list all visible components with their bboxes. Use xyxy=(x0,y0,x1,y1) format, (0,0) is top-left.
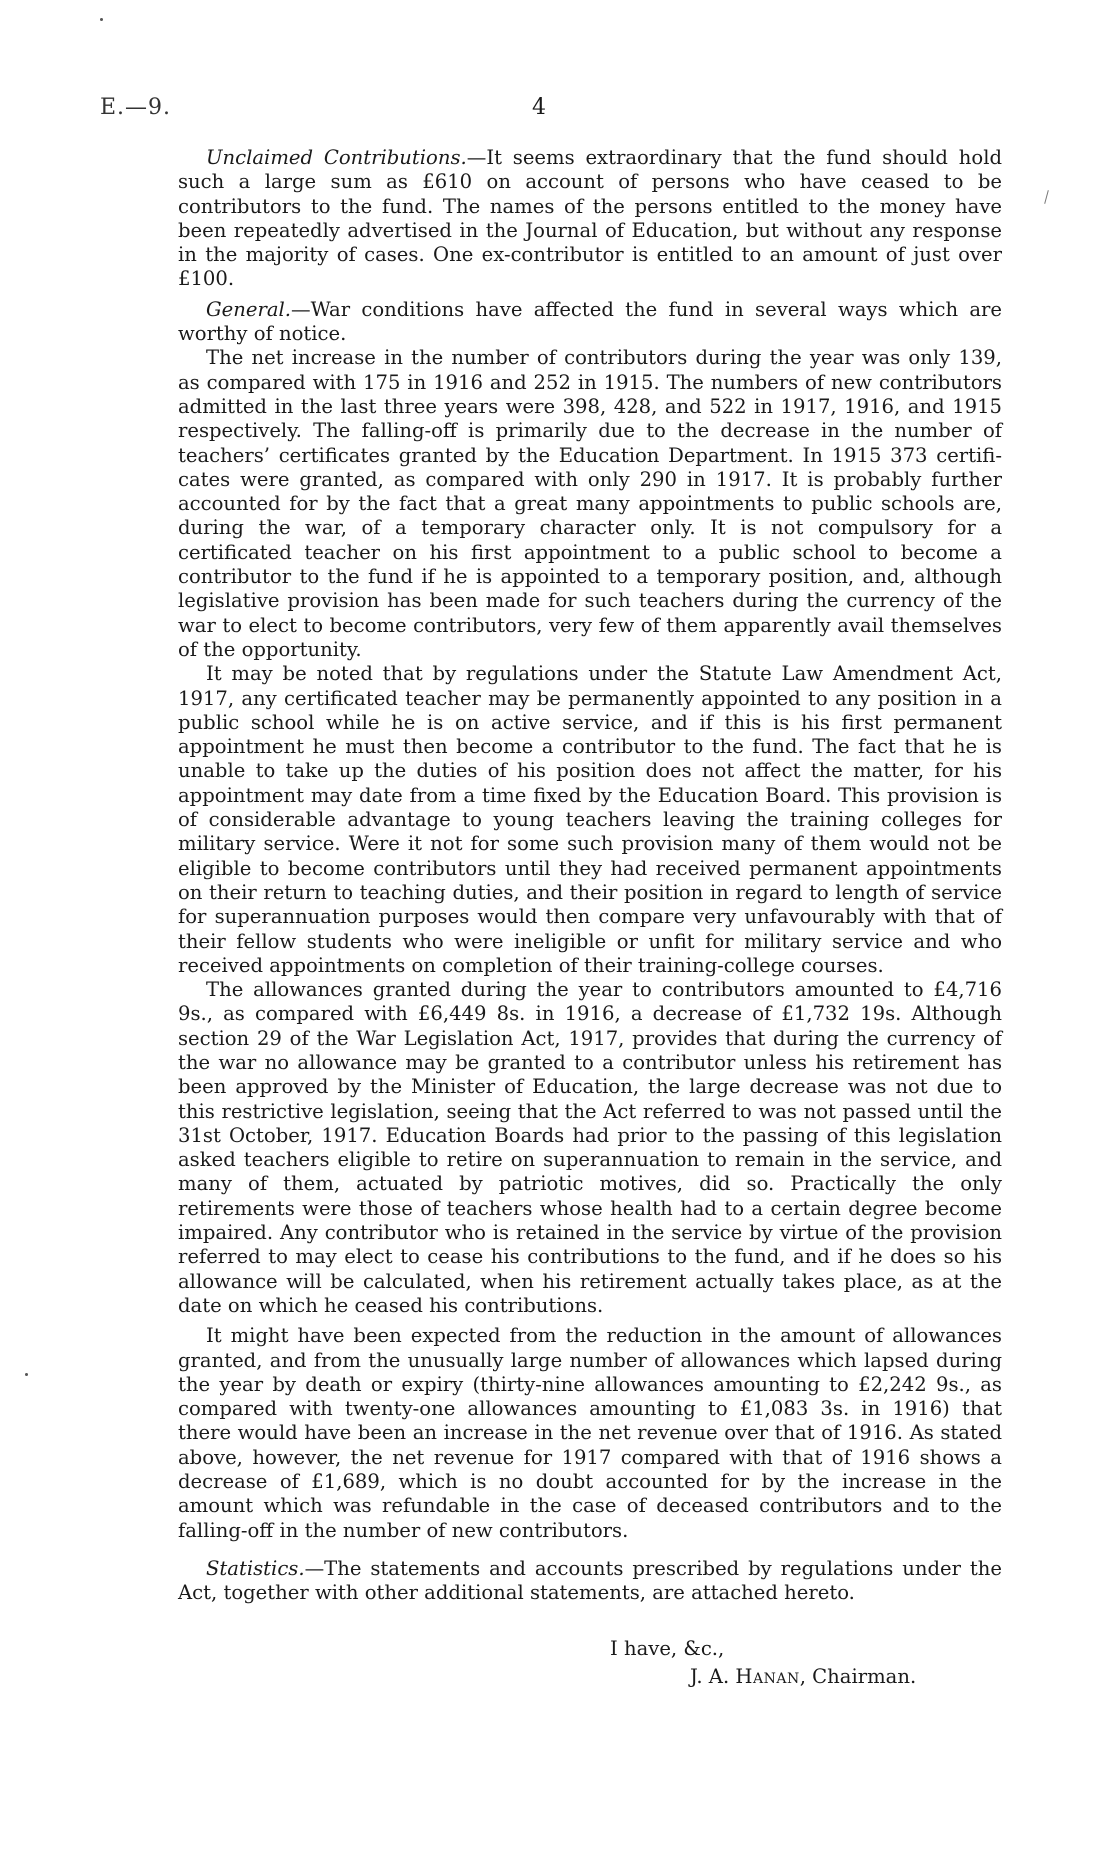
body-text xyxy=(178,146,1002,1606)
paragraph-text: —The statements and accounts prescribed by regulations under the Act, together with other additional statements, are attached hereto. xyxy=(178,1556,1002,1605)
paragraph-statistics xyxy=(178,1557,1002,1606)
paragraph-statute-law: It may be noted that by regulations under the Statute Law Amendment Act, 1917, any certificated teacher may be permanently appointed to any position in a public school while he is on active service, and if this is his first permanent appointment he must then become a contributor to the fund. The fact that he is unable to take up the duties of his position does not affect the matter, for his appointment may date from a time fixed by the Education Board. This provision is of considerable advantage to young teachers leaving the training colleges for military service. Were it not for some such provision many of them would not be eligible to become contributors until they had received permanent appointments on their return to teaching duties, and their position in regard to length of service for superannuation purposes would then compare very unfavourably with that of their fellow students who were ineligible or unfit for military service and who received appointments on completion of their training-college courses. xyxy=(178,662,1002,977)
signatory-initials: J. A. xyxy=(690,1665,736,1688)
document-reference: E.—9. xyxy=(100,95,172,120)
scan-speck xyxy=(100,18,103,21)
scan-mark xyxy=(1044,190,1049,204)
signatory-title: , Chairman. xyxy=(799,1665,917,1688)
paragraph-expected-revenue: It might have been expected from the reduction in the amount of allowances granted, and from the unusually large number of allowances which lapsed during the year by death or expiry (thirty-nine allowances amounting to £2,242 9s., as compared with twenty-one allowances amounting to £1,083 3s. in 1916) that there would have been an increase in the net revenue over that of 1916. As stated above, however, the net revenue for 1917 compared with that of 1916 shows a decrease of £1,689, which is no doubt accounted for by the increase in the amount which was refundable in the case of deceased contributors and to the falling-off in the number of new contributors. xyxy=(178,1324,1002,1542)
signatory-surname: Hanan xyxy=(735,1665,800,1688)
paragraph-general xyxy=(178,298,1002,347)
scan-speck xyxy=(25,1373,28,1376)
page-header xyxy=(100,95,1000,125)
section-heading-statistics: Statistics. xyxy=(206,1556,305,1580)
paragraph-text: —War conditions have affected the fund in several ways which are worthy of notice. xyxy=(178,297,1002,346)
paragraph-allowances: The allowances granted during the year to contributors amounted to £4,716 9s., as compared with £6,449 8s. in 1916, a decrease of £1,732 19s. Although section 29 of the War Legislation Act, 1917, provides that during the currency of the war no allowance may be granted to a contributor unless his retirement has been approved by the Minister of Education, the large decrease was not due to this restrictive legislation, seeing that the Act referred to was not passed until the 31st October, 1917. Education Boards had prior to the passing of this legislation asked teachers eligible to retire on superannuation to remain in the service, and many of them, actuated by patriotic motives, did so. Practically the only retirements were those of teachers whose health had to a certain degree become impaired. Any contributor who is retained in the service by virtue of the provision referred to may elect to cease his contributions to the fund, and if he does so his allowance will be calculated, when his retirement actually takes place, as at the date on which he ceased his contributions. xyxy=(178,978,1002,1317)
page-number: 4 xyxy=(532,95,546,120)
paragraph-net-increase: The net increase in the number of contributors during the year was only 139, as compared with 175 in 1916 and 252 in 1915. The numbers of new contributors admitted in the last three years were 398, 428, and 522 in 1917, 1916, and 1915 respectively. The falling-off is primarily due to the decrease in the number of teachers’ certificates granted by the Education Department. In 1915 373 certificates were granted, as compared with only 290 in 1917. It is probably further accounted for by the fact that a great many appointments to public schools are, during the war, of a temporary character only. It is not compulsory for a certificated teacher on his first appointment to a public school to become a contributor to the fund if he is appointed to a temporary position, and, although legislative provision has been made for such teachers during the currency of the war to elect to become contributors, very few of them apparently avail themselves of the opportunity. xyxy=(178,346,1002,661)
paragraph-unclaimed-contributions xyxy=(178,146,1002,292)
section-heading-unclaimed: Unclaimed Contributions. xyxy=(206,146,467,169)
section-heading-general: General. xyxy=(206,297,292,321)
closing-block xyxy=(178,1635,1002,1691)
closing-greeting: I have, &c., xyxy=(610,1637,725,1660)
paragraph-text: —It seems extraordinary that the fund should hold such a large sum as £610 on account of persons who have ceased to be contributors to the fund. The names of the persons entitled to the money have been repeatedly advertised in the Journal of Education, but without any response in the majority of cases. One ex-contributor is entitled to an amount of just over £100. xyxy=(178,146,1003,291)
signature-line xyxy=(690,1663,1002,1691)
